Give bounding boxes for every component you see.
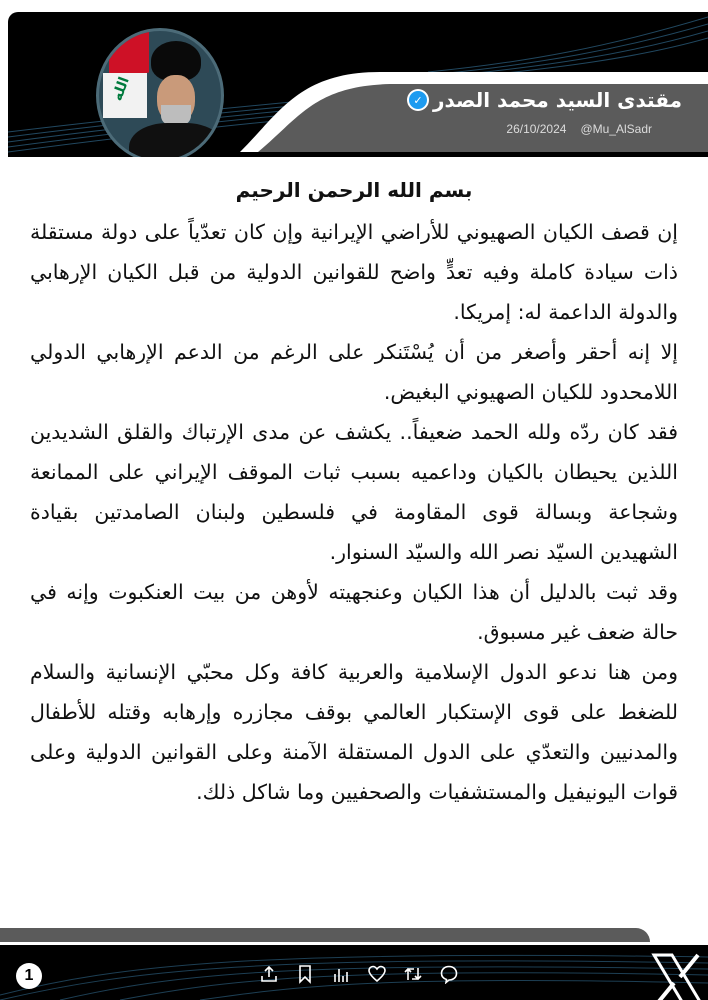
paragraph: وقد ثبت بالدليل أن هذا الكيان وعنجهيته لأوهن من بيت العنكبوت وإنه في حالة ضعف غير مسبوق.	[30, 580, 678, 644]
page-number-badge: 1	[16, 963, 42, 989]
share-button[interactable]	[258, 963, 280, 985]
display-name-row	[409, 88, 682, 112]
bookmark-icon	[295, 964, 315, 984]
reply-button[interactable]	[438, 963, 460, 985]
post-date: 26/10/2024	[506, 122, 567, 136]
paragraph: إلا إنه أحقر وأصغر من أن يُسْتَنكر على الرغم من الدعم الإرهابي الدولي اللامحدود للكيان الصهيوني البغيض.	[30, 340, 678, 404]
verified-badge-icon: ✓	[409, 91, 427, 109]
retweet-button[interactable]	[402, 963, 424, 985]
x-logo-icon	[650, 953, 704, 1000]
like-icon	[367, 964, 387, 984]
bookmark-button[interactable]	[294, 963, 316, 985]
post-body	[30, 178, 678, 812]
like-button[interactable]	[366, 963, 388, 985]
display-name[interactable]: مقتدى السيد محمد الصدر	[432, 88, 682, 112]
footer-divider-bar	[0, 928, 650, 942]
paragraph: فقد كان ردّه ولله الحمد ضعيفاً.. يكشف عن مدى الإرتباك والقلق الشديدين اللذين يحيطان بالكيان وداعميه بسبب ثبات الموقف الإيراني على الممانعة وشجاعة وبسالة قوى المقاومة في فلسطين ولبنان الصامدتين بقيادة الشهيدين السيّد نصر الله والسيّد السنوار.	[30, 420, 678, 564]
share-icon	[259, 964, 279, 984]
views-icon	[331, 964, 351, 984]
meta-row	[506, 122, 652, 136]
retweet-icon	[403, 964, 423, 984]
paragraph: إن قصف الكيان الصهيوني للأراضي الإيرانية وإن كان تعدّياً على دولة مستقلة ذات سيادة كاملة وفيه تعدٍّ واضح للقوانين الدولية من قبل الكيان الإرهابي والدولة الداعمة له: إمريكا.	[30, 220, 678, 324]
paragraph: ومن هنا ندعو الدول الإسلامية والعربية كافة وكل محبّي الإنسانية والسلام للضغط على قوى الإستكبار العالمي بوقف مجازره وإرهابه وقتله للأطفال والمدنيين والتعدّي على الدول المستقلة الآمنة وعلى القوانين الدولية وعلى قوات اليونيفيل والمستشفيات والصحفيين وما شاكل ذلك.	[30, 660, 678, 804]
name-panel	[240, 72, 708, 152]
basmala-heading: بسم الله الرحمن الرحيم	[235, 178, 473, 202]
post-footer	[0, 945, 708, 1000]
reply-icon	[439, 964, 459, 984]
post-actions	[258, 963, 460, 985]
views-button[interactable]	[330, 963, 352, 985]
user-handle[interactable]: @Mu_AlSadr	[580, 122, 652, 136]
avatar[interactable]: الله	[96, 28, 224, 157]
